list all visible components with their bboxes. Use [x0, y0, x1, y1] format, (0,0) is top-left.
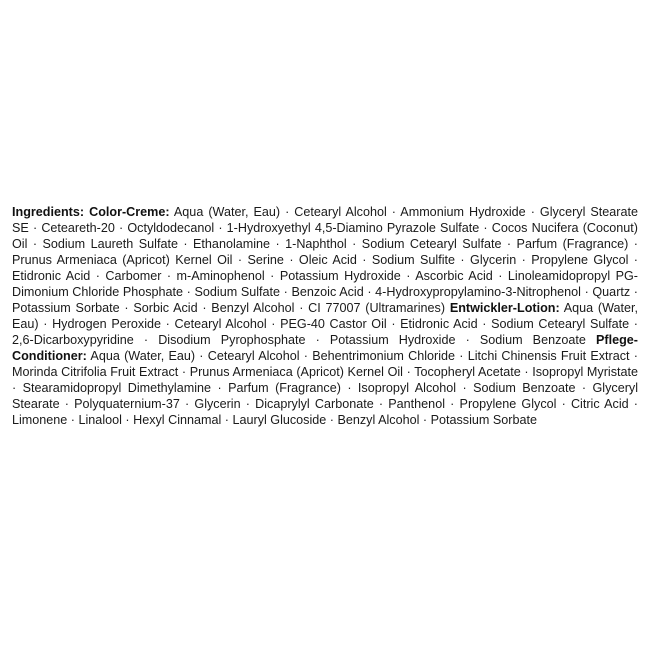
entwickler-lotion-label: Entwickler-Lotion: [449, 301, 560, 315]
entwickler-lotion-ingredients: Aqua (Water, Eau) · Hydrogen Peroxide · Cetearyl Alcohol · PEG-40 Castor Oil · Etidronic Acid · Sodium Cetearyl Sulfate · 2,6-Dicarboxypyridine · Disodium Pyrophosphate · Potassium Hydroxide · Sodium Benzoate [12, 301, 639, 347]
color-creme-label: Color-Creme: [89, 205, 170, 219]
pflege-conditioner-label: Pflege-Conditioner: [12, 333, 639, 363]
color-creme-ingredients: Aqua (Water, Eau) · Cetearyl Alcohol · Ammonium Hydroxide · Glyceryl Stearate SE · Ceteareth-20 · Octyldodecanol · 1-Hydroxyethyl 4,5-Diamino Pyrazole Sulfate · Cocos Nucifera (Coconut) Oil · Sodium Laureth Sulfate · Ethanolamine · 1-Naphthol · Sodium Cetearyl Sulfate · Parfum (Fragrance) · Prunus Armeniaca (Apricot) Kernel Oil · Serine · Oleic Acid · Sodium Sulfite · Glycerin · Propylene Glycol · Etidronic Acid · Carbomer · m-Aminophenol · Potassium Hydroxide · Ascorbic Acid · Linoleamidopropyl PG-Dimonium Chloride Phosphate · Sodium Sulfate · Benzoic Acid · 4-Hydroxypropylamino-3-Nitrophenol · Quartz · Potassium Sorbate · Sorbic Acid · Benzyl Alcohol · CI 77007 (Ultramarines) [12, 205, 639, 315]
pflege-conditioner-ingredients: Aqua (Water, Eau) · Cetearyl Alcohol · Behentrimonium Chloride · Litchi Chinensis Fruit Extract · Morinda Citrifolia Fruit Extract · Prunus Armeniaca (Apricot) Kernel Oil · Tocopheryl Acetate · Isopropyl Myristate · Stearamidopropyl Dimethylamine · Parfum (Fragrance) · Isopropyl Alcohol · Sodium Benzoate · Glyceryl Stearate · Polyquaternium-37 · Glycerin · Dicaprylyl Carbonate · Panthenol · Propylene Glycol · Citric Acid · Limonene · Linalool · Hexyl Cinnamal · Lauryl Glucoside · Benzyl Alcohol · Potassium Sorbate [12, 349, 638, 427]
ingredients-heading: Ingredients: [12, 205, 85, 219]
ingredients-list [12, 204, 638, 428]
